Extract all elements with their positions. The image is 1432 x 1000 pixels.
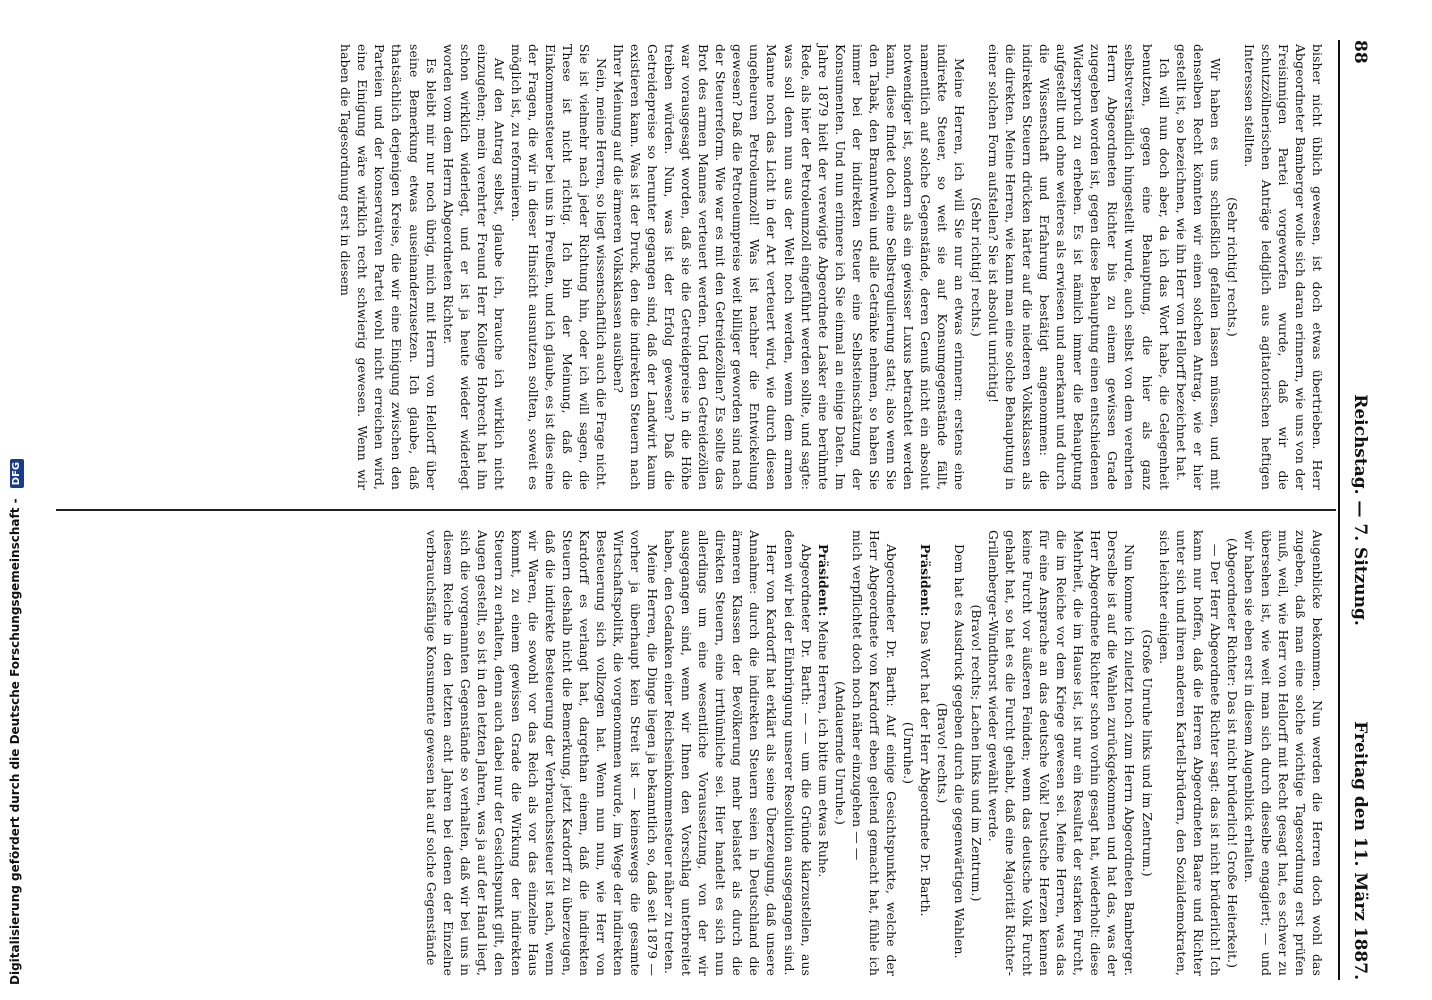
paragraph: [1224, 44, 1241, 490]
paragraph: [1224, 530, 1241, 976]
scanned-page: [40, 40, 1380, 980]
paragraph: [440, 44, 508, 490]
paragraph-text: Herr von Kardorff hat erklärt als seine Überzeugung, daß unsere Annahme: durch die indirekten Steuern seien in Deutschland die ärmeren Klassen der Bevölkerung mehr belastet als durch die direkten Steuern, eine irrthümliche sei. Hier handelt es sich nun allerdings um eine wesentliche Voraussetzung, von der wir ausgegangen sind, wenn wir Ihnen den Vorschlag unterbreitet haben, den Gedanken einer Reichseinkommensteuer näher zu treten.: [662, 530, 780, 976]
paragraph-text: Das Wort hat der Herr Abgeordnete Dr. Barth.: [917, 616, 933, 917]
paragraph-text: Nein, meine Herren, so liegt wissenschaftlich auch die Frage nicht. Sie ist vielmehr nach jeder Richtung hin, oder ich will sagen, die These ist nicht richtig. Ich bin der Meinung, daß die Einkommensteuer bei uns in Preußen, und ich glaube, es ist dies eine der Fragen, die wir in dieser Hinsicht ausnutzen sollten, soweit es möglich ist, zu reformieren.: [508, 44, 610, 490]
paragraph: [781, 530, 815, 976]
page-header: [1338, 40, 1380, 980]
page-number: 88: [1350, 40, 1370, 64]
paragraph: [968, 530, 985, 976]
paragraph: [849, 530, 900, 976]
paragraph-text: (Abgeordneter Richter: Das ist nicht brüderlich! Große Heiterkeit.): [1224, 537, 1240, 969]
paragraph: [832, 530, 849, 976]
paragraph: [985, 530, 1138, 976]
paragraph-text: Es bleibt mir nur noch übrig, mich mit Herrn von Hellorff über seine Bemerkung etwas auseinanderzusetzen. Ich glaube, daß thatsächlich derjenigen Kreise, die wir eine Einigung zwischen den Parteien und der konservativen Partei wohl nicht erreichen wird, eine Einigung wäre wirklich recht schwierig gewesen. Wenn wir haben die Tagesordnung erst in diesem: [338, 44, 439, 490]
paragraph-text: Auf den Antrag selbst, glaube ich, brauche ich wirklich nicht einzugehen; mein verehrter Freund Herr Kollege Hobrecht hat ihn schon wirklich widerlegt, und er ist ja heute wieder widerlegt worden vom dem Herrn Abgeordneten Richter.: [440, 44, 507, 490]
paragraph-text: Abgeordneter Dr. Barth: — — um die Gründe klarzustellen, aus denen wir bei der Einbringung unserer Resolution ausgegangen sind.: [781, 530, 814, 976]
session-date: Freitag den 11. März 1887.: [1350, 721, 1370, 980]
paragraph-text: — Der Herr Abgeordnete Richter sagt: das ist nicht brüderlich! Ich kann nur hoffen, daß die Herren Abgeordneten Baare und Richter unter sich und ihren anderen Kartell-brüdern, den Sozialdemokraten, sich leichter einigen.: [1156, 530, 1223, 976]
paragraph: [1241, 44, 1326, 490]
paragraph: [1173, 44, 1224, 490]
paragraph-text: Ich will nun doch aber, da ich das Wort habe, die Gelegenheit benutzen, gegen eine Behauptung, die hier als ganz selbstverständlich hingestellt wurde, auch selbst von dem verehrten Herrn Abgeordneten Richter bis zu einem gewissen Grade zugegeben worden ist, gegen diese Behauptung einen entschiedenen Widerspruch zu erheben. Es ist nämlich immer die Behauptung aufgestellt und ohne weiteres als erwiesen und anerkannt und durch die Wissenschaft und Erfahrung bestätigt angenommen: die indirekten Steuern drücken härter auf die niederen Volksklassen als die direkten. Meine Herren, wie kann man eine solche Behauptung in einer solchen Form aufstellen? Sie ist absolut unrichtig!: [986, 44, 1172, 490]
paragraph-text: Augenblicke bekommen. Nun werden die Herren doch wohl das zugeben, daß man eine solche wichtige Tagesordnung erst prüfen muß, weil, wie Herr von Hellorff mit Recht gesagt hat, es schwer zu übersehen ist, wie weit man sich durch dieselbe engagiert; — und wir haben sie eben erst in diesem Augenblick erhalten.: [1241, 530, 1325, 976]
paragraph: [985, 44, 1173, 490]
paragraph: [900, 530, 917, 976]
paragraph-text: (Bravo! rechts.): [934, 702, 950, 804]
paragraph-text: (Sehr richtig! rechts.): [969, 197, 985, 337]
paragraph-text: (Unruhe.): [900, 721, 916, 785]
paragraph-text: Meine Herren, die Dinge liegen ja bekanntlich so, daß seit 1879 — vorher ja überhaupt kein Streit ist — keineswegs die gesamte Wirtschaftspolitik, die vorgenommen wurde, im Wege der indirekten Besteuerung sich vollzogen hat. Wenn nun nun, wie Herr von Kardorff es verlangt hat, dargethan einem, daß die indirekten Steuern deshalb nicht die Bemerkung, jetzt Kardorff zu überzeugen, daß die indirekte Besteuerung der Verbrauchssteuer ist nach, wenn wir Waren, die sowohl vor das Reich als vor das einzelne Haus kommt, zu einem gewissen Grade die Wirkung der indirekten Steuern zu erhalten, denn auch dabei nur der Gesichtspunkt gilt, den Augen gestellt, so ist in den letzten Jahren, was ja auf der Hand liegt, sich die vorgenannten Gegenstände so verhalten, daß wir bei uns in diesem Reiche in den letzten acht Jahren bei denen der Einzelne verbrauchsfähige Konsumente gewesen hat auf solche Gegenstände: [423, 530, 661, 976]
right-column: [423, 530, 1326, 976]
paragraph: [610, 44, 968, 490]
paragraph-text: (Große Unruhe links und im Zentrum.): [1139, 629, 1155, 877]
paragraph-text: (Bravo! rechts; Lachen links und im Zentrum.): [969, 604, 985, 902]
paragraph: [917, 530, 934, 976]
speaker-label: Präsident:: [815, 544, 831, 617]
paragraph-text: (Sehr richtig! rechts.): [1224, 197, 1240, 337]
digitization-credit: [8, 5, 28, 985]
paragraph-text: (Andauernde Unruhe.): [832, 681, 848, 825]
paragraph: [815, 530, 832, 976]
left-column: [337, 44, 1326, 490]
digitization-credit-strip: [0, 0, 34, 1000]
paragraph: [423, 530, 662, 976]
paragraph: [1138, 530, 1155, 976]
paragraph-text: Meine Herren, ich bitte um etwas Ruhe.: [815, 616, 831, 878]
paragraph-text: Abgeordneter Dr. Barth: Auf einige Gesichtspunkte, welche der Herr Abgeordnete von Kardorff eben geltend gemacht hat, fühle ich mich verpflichtet doch noch näher einzugehen — —: [849, 530, 899, 976]
paragraph: [1241, 530, 1326, 976]
paragraph: [1156, 530, 1224, 976]
paragraph: [337, 44, 439, 490]
paragraph: [934, 530, 951, 976]
column-divider: [56, 509, 1336, 511]
paragraph-text: Wir haben es uns schließlich gefallen lassen müssen, und mit denselben Recht könnten wir einen solchen Antrag, wie er hier gestellt ist, so bezeichnen, wie ihn Herr von Hellorff bezeichnet hat.: [1173, 44, 1223, 490]
paragraph: [661, 530, 780, 976]
credit-text: Digitalisierung gefördert durch die Deutsche Forschungsgemeinschaft -: [8, 498, 22, 985]
paragraph-text: bisher nicht üblich gewesen, ist doch etwas übertrieben. Herr Abgeordneter Bamberger wolle sich daran erinnern, wie uns von der Freisinnigen Partei vorgeworfen wurde, daß wir die schutzzöllnerischen Anträge lediglich aus agitatorischen heftigen Interessen stellten.: [1241, 44, 1325, 490]
paragraph-text: Meine Herren, ich will Sie nur an etwas erinnern: erstens eine indirekte Steuer, so weit sie auf Konsumgegenstände fällt, namentlich auf solche Gegenstände, deren Genuß nicht ein absolut notwendiger ist, sondern als ein gewisser Luxus betrachtet werden kann, diese findet doch eine Selbstregulierung statt; also wenn Sie den Tabak, den Branntwein und alle Getränke nehmen, so haben Sie immer bei der indirekten Steuer eine Selbsteinschätzung der Konsumenten. Und nun erinnere ich Sie einmal an einige Daten. Im Jahre 1879 hielt der verewigte Abgeordnete Lasker eine berühmte Rede, als hier der Petroleumzoll eingeführt werden sollte, und sagte: was soll denn nun aus der Welt noch werden, wenn dem armen Manne noch das Licht in der Art verteuert wird, wie durch diesen ungeheuren Petroleumzoll! Was ist nachher die Entwickelung gewesen? Daß die Petroleumpreise weit billiger geworden sind nach der Steuerreform. Wie war es mit den Getreidezöllen? Es sollte das Brot des armen Mannes verteuert werden. Und den Getreidezöllen war vorausgesagt worden, daß sie die Getreidepreise in die Höhe treiben würden. Nun, was ist der Erfolg gewesen? Daß die Getreidepreise so herunter gegangen sind, daß der Landwirt kaum existieren kann. Was ist der Druck, den die indirekten Steuern nach Ihrer Meinung auf die ärmeren Volksklassen ausüben?: [611, 44, 968, 490]
paragraph-text: Dem hat es Ausdruck gegeben durch die gegenwärtigen Wahlen.: [952, 544, 968, 959]
paragraph: [951, 530, 968, 976]
paragraph-text: Nun komme ich zuletzt noch zum Herrn Abgeordneten Bamberger. Derselbe ist auf die Wahlen zurückgekommen und hat das, was der Herr Abgeordnete Richter schon vorhin gesagt hat, wiederholt: diese Mehrheit, die im Hause ist, ist nur ein Resultat der starken Furcht, die im Reiche vor dem Kriege gewesen sei. Meine Herren, was das für eine Ansprache an das deutsche Volk! Deutsche Herzen kennen keine Furcht vor äußeren Feinden; wenn das deutsche Volk Furcht gehabt hat, so hat es die Furcht gehabt, daß eine Majorität Richter-Grillenberger-Windthorst wieder gewählt werde.: [986, 530, 1138, 976]
paragraph: [508, 44, 610, 490]
paragraph: [968, 44, 985, 490]
dfg-logo-icon: DFG: [10, 459, 24, 488]
running-title: Reichstag. — 7. Sitzung.: [1350, 394, 1370, 626]
speaker-label: Präsident:: [917, 544, 933, 617]
